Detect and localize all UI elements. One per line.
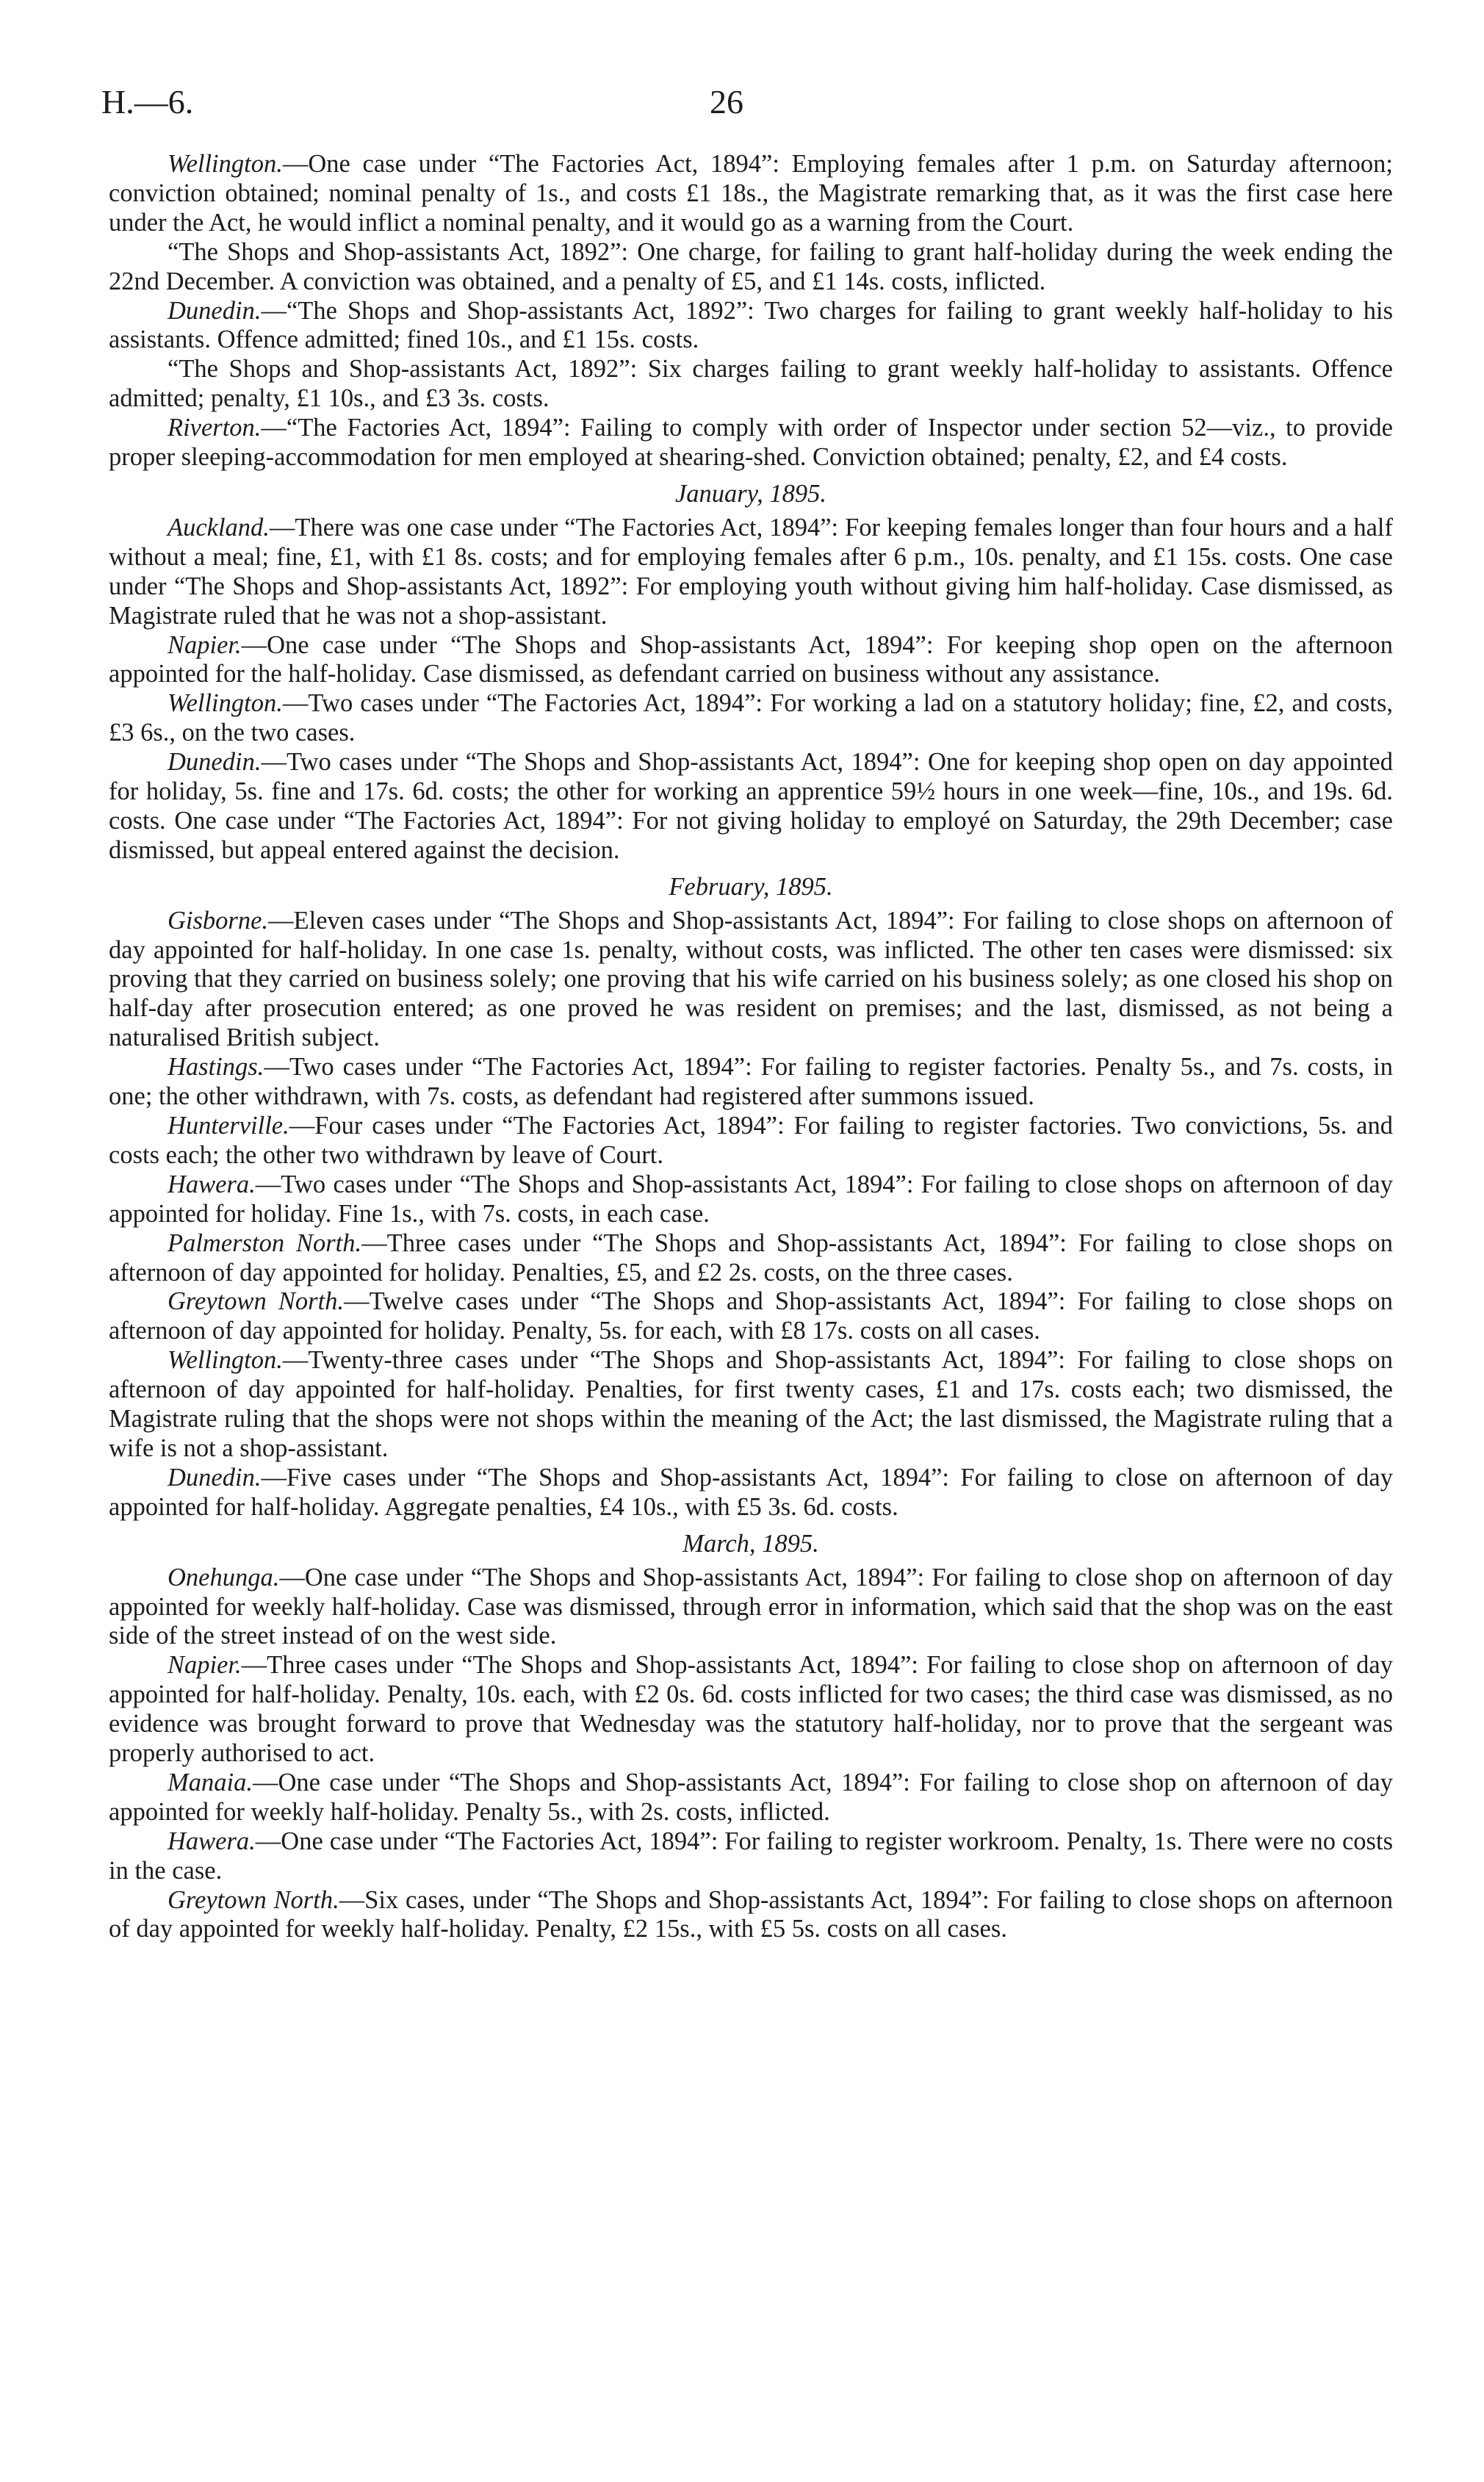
place-name: Gisborne. (168, 906, 269, 935)
place-name: Hastings. (168, 1053, 264, 1082)
case-text: —One case under “The Shops and Shop-assistants Act, 1894”: For failing to close shop on afternoon of day appointed for weekly half-holiday. Penalty 5s., with 2s. costs, inflicted. (109, 1768, 1393, 1826)
case-paragraph (109, 689, 1393, 748)
case-text: —One case under “The Shops and Shop-assistants Act, 1894”: For failing to close shop on afternoon of day appointed for weekly half-holiday. Case was dismissed, through error in information, which said that the shop was on the east side of the street instead of on the west side. (109, 1563, 1393, 1650)
case-paragraph (109, 297, 1393, 356)
page-number: 26 (710, 83, 743, 120)
place-name: Dunedin. (168, 296, 262, 325)
place-name: Wellington. (168, 689, 283, 718)
case-text: “The Shops and Shop-assistants Act, 1892”: Six charges failing to grant weekly half-holiday to assistants. Offence admitted; penalty, £1 10s., and £3 3s. costs. (109, 355, 1393, 413)
case-text: —Two cases under “The Factories Act, 1894”: For working a lad on a statutory holiday; fine, £2, and costs, £3 6s., on the two cases. (109, 689, 1393, 747)
case-paragraph (109, 238, 1393, 297)
case-paragraph (109, 907, 1393, 1054)
place-name: Wellington. (168, 1346, 283, 1375)
case-paragraph (109, 1564, 1393, 1652)
case-paragraph (109, 1170, 1393, 1229)
case-text: —Three cases under “The Shops and Shop-assistants Act, 1894”: For failing to close shop on afternoon of day appointed for half-holiday. Penalty, 10s. each, with £2 0s. 6d. costs inflicted for two cases; the third case was dismissed, as no evidence was brought forward to prove that Wednesday was the statutory half-holiday, nor to prove that the sergeant was properly authorised to act. (109, 1651, 1393, 1768)
case-text: —Twelve cases under “The Shops and Shop-assistants Act, 1894”: For failing to close shops on afternoon of day appointed for holiday. Penalty, 5s. for each, with £8 17s. costs on all cases. (109, 1287, 1393, 1345)
case-paragraph (109, 1287, 1393, 1346)
case-text: —Four cases under “The Factories Act, 1894”: For failing to register factories. Two convictions, 5s. and costs each; the other two withdrawn by leave of Court. (109, 1112, 1393, 1169)
month-heading: March, 1895. (682, 1529, 819, 1558)
place-name: Palmerston North. (168, 1229, 362, 1257)
case-text: —“The Shops and Shop-assistants Act, 1892”: Two charges for failing to grant weekly half-holiday to his assistants. Offence admitted; fined 10s., and £1 15s. costs. (109, 296, 1393, 354)
place-name: Riverton. (168, 414, 262, 442)
case-paragraph (109, 355, 1393, 414)
case-text: —Twenty-three cases under “The Shops and Shop-assistants Act, 1894”: For failing to close shops on afternoon of day appointed for half-holiday. Penalties, for first twenty cases, £1 and 17s. costs each; two dismissed, the Magistrate ruling that the shops were not shops within the meaning of the Act; the last dismissed, the Magistrate ruling that a wife is not a shop-assistant. (109, 1346, 1393, 1462)
case-text: —“The Factories Act, 1894”: Failing to comply with order of Inspector under section 52—viz., to provide proper sleeping-accommodation for men employed at shearing-shed. Conviction obtained; penalty, £2, and £4 costs. (109, 414, 1393, 472)
place-name: Dunedin. (168, 1463, 262, 1492)
place-name: Greytown North. (168, 1287, 345, 1316)
case-paragraph (109, 514, 1393, 631)
page-header (101, 82, 1394, 126)
case-paragraph (109, 1229, 1393, 1288)
place-name: Auckland. (168, 513, 270, 542)
case-paragraph (109, 1651, 1393, 1769)
case-text: “The Shops and Shop-assistants Act, 1892”: One charge, for failing to grant half-holiday during the week ending the 22nd December. A conviction was obtained, and a penalty of £5, and £1 14s. costs, inflicted. (109, 237, 1393, 295)
case-paragraph (109, 1053, 1393, 1112)
case-paragraph (109, 1886, 1393, 1945)
case-text: —One case under “The Shops and Shop-assistants Act, 1894”: For keeping shop open on the afternoon appointed for the half-holiday. Case dismissed, as defendant carried on business without any assistance. (109, 630, 1393, 688)
case-text: —Eleven cases under “The Shops and Shop-assistants Act, 1894”: For failing to close shops on afternoon of day appointed for half-holiday. In one case 1s. penalty, without costs, was inflicted. The other ten cases were dismissed: six proving that they carried on business solely; one proving that his wife carried on his business solely; as one closed his shop on half-day after prosecution entered; as one proved he was resident on premises; and the last, dismissed, as not being a naturalised British subject. (109, 906, 1393, 1052)
case-paragraph (109, 150, 1393, 238)
case-text: —Three cases under “The Shops and Shop-assistants Act, 1894”: For failing to close shops on afternoon of day appointed for holiday. Penalties, £5, and £2 2s. costs, on the three cases. (109, 1229, 1393, 1287)
document-reference: H.—6. (101, 83, 194, 120)
case-text: —Two cases under “The Shops and Shop-assistants Act, 1894”: For failing to close shops on afternoon of day appointed for holiday. Fine 1s., with 7s. costs, in each case. (109, 1170, 1393, 1228)
place-name: Napier. (168, 1651, 242, 1680)
place-name: Napier. (168, 630, 242, 659)
month-heading: February, 1895. (669, 872, 833, 901)
place-name: Manaia. (168, 1768, 253, 1796)
case-paragraph (109, 1464, 1393, 1522)
case-text: —There was one case under “The Factories Act, 1894”: For keeping females longer than four hours and a half without a meal; fine, £1, with £1 8s. costs; and for employing females after 6 p.m., 10s. penalty, and £1 15s. costs. One case under “The Shops and Shop-assistants Act, 1892”: For employing youth without giving him half-holiday. Case dismissed, as Magistrate ruled that he was not a shop-assistant. (109, 513, 1393, 630)
case-text: —Two cases under “The Factories Act, 1894”: For failing to register factories. Penalty 5s., and 7s. costs, in one; the other withdrawn, with 7s. costs, as defendant had registered after summons issued. (109, 1053, 1393, 1111)
case-paragraph (109, 631, 1393, 690)
case-paragraph (109, 414, 1393, 472)
place-name: Dunedin. (168, 748, 262, 777)
case-paragraph (109, 1827, 1393, 1886)
case-text: —One case under “The Factories Act, 1894”: Employing females after 1 p.m. on Saturday afternoon; conviction obtained; nominal penalty of 1s., and costs £1 18s., the Magistrate remarking that, as it was the first case here under the Act, he would inflict a nominal penalty, and it would go as a warning from the Court. (109, 150, 1393, 237)
place-name: Greytown North. (168, 1885, 339, 1914)
place-name: Hawera. (168, 1827, 256, 1855)
case-paragraph (109, 1346, 1393, 1464)
case-text: —One case under “The Factories Act, 1894”: For failing to register workroom. Penalty, 1s. There were no costs in the case. (109, 1827, 1393, 1885)
place-name: Hunterville. (168, 1112, 289, 1140)
case-paragraph (109, 1769, 1393, 1827)
case-paragraph (109, 748, 1393, 866)
place-name: Wellington. (168, 150, 283, 178)
case-text: —Six cases, under “The Shops and Shop-assistants Act, 1894”: For failing to close shops on afternoon of day appointed for weekly half-holiday. Penalty, £2 15s., with £5 5s. costs on all cases. (109, 1885, 1393, 1943)
case-text: —Five cases under “The Shops and Shop-assistants Act, 1894”: For failing to close on afternoon of day appointed for half-holiday. Aggregate penalties, £4 10s., with £5 3s. 6d. costs. (109, 1463, 1393, 1521)
case-text: —Two cases under “The Shops and Shop-assistants Act, 1894”: One for keeping shop open on day appointed for holiday, 5s. fine and 17s. 6d. costs; the other for working an apprentice 59½ hours in one week—fine, 10s., and 19s. 6d. costs. One case under “The Factories Act, 1894”: For not giving holiday to employé on Saturday, the 29th December; case dismissed, but appeal entered against the decision. (109, 748, 1393, 864)
place-name: Onehunga. (168, 1563, 280, 1591)
document-body (109, 150, 1393, 1944)
case-paragraph (109, 1112, 1393, 1170)
place-name: Hawera. (168, 1170, 256, 1198)
month-heading: January, 1895. (674, 479, 827, 508)
